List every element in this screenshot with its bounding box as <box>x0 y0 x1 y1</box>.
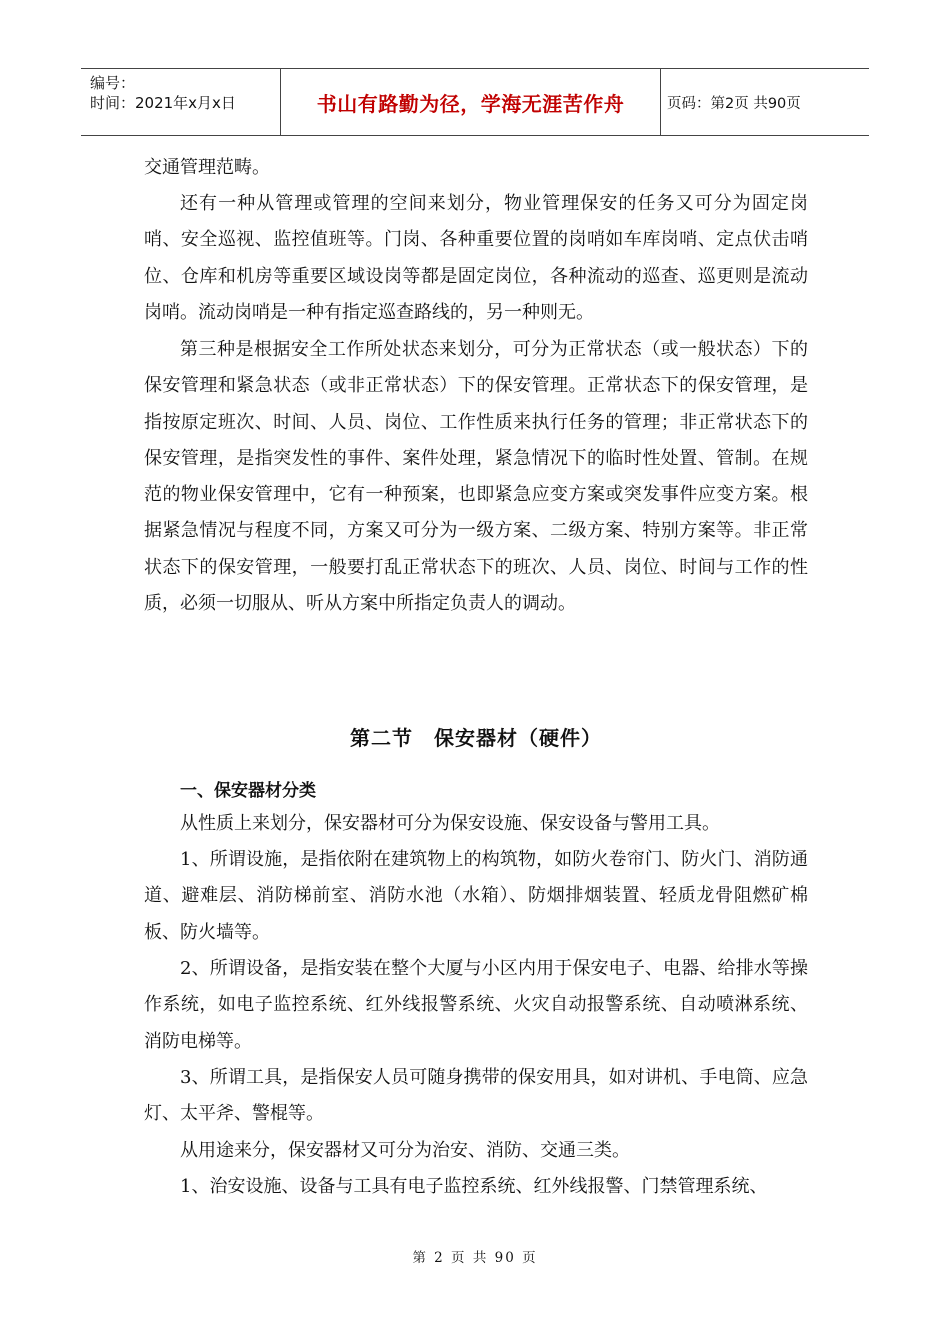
paragraph: 从用途来分，保安器材又可分为治安、消防、交通三类。 <box>180 1140 630 1161</box>
document-number: 编号： <box>90 74 136 92</box>
paragraph: 交通管理范畴。 <box>144 157 270 178</box>
header-page-info: 页码：第2页 共90页 <box>667 95 801 112</box>
section-title: 第二节 保安器材（硬件） <box>350 726 602 750</box>
subsection-title: 一、保安器材分类 <box>180 781 316 801</box>
header-meta-cell <box>81 69 281 135</box>
page-footer: 第 2 页 共 90 页 <box>412 1250 538 1266</box>
paragraph: 2、所谓设备，是指安装在整个大厦与小区内用于保安电子、电器、给排水等操作系统，如电子监控系统、红外线报警系统、火灾自动报警系统、自动喷淋系统、消防电梯等。 <box>144 958 808 1052</box>
header-motto: 书山有路勤为径，学海无涯苦作舟 <box>281 69 661 135</box>
paragraph: 第三种是根据安全工作所处状态来划分，可分为正常状态（或一般状态）下的保安管理和紧急状态（或非正常状态）下的保安管理。正常状态下的保安管理，是指按原定班次、时间、人员、岗位、工作性质来执行任务的管理；非正常状态下的保安管理，是指突发性的事件、案件处理，紧急情况下的临时性处置、管制。在规范的物业保安管理中，它有一种预案，也即紧急应变方案或突发事件应变方案。根据紧急情况与程度不同，方案又可分为一级方案、二级方案、特别方案等。非正常状态下的保安管理，一般要打乱正常状态下的班次、人员、岗位、时间与工作的性质，必须一切服从、听从方案中所指定负责人的调动。 <box>144 339 808 615</box>
paragraph: 1、所谓设施，是指依附在建筑物上的构筑物，如防火卷帘门、防火门、消防通道、避难层、消防梯前室、消防水池（水箱）、防烟排烟装置、轻质龙骨阻燃矿棉板、防火墙等。 <box>144 849 808 943</box>
paragraph: 3、所谓工具，是指保安人员可随身携带的保安用具，如对讲机、手电筒、应急灯、太平斧、警棍等。 <box>144 1067 808 1125</box>
paragraph: 从性质上来划分，保安器材可分为保安设施、保安设备与警用工具。 <box>180 813 720 834</box>
paragraph: 还有一种从管理或管理的空间来划分，物业管理保安的任务又可分为固定岗哨、安全巡视、监控值班等。门岗、各种重要位置的岗哨如车库岗哨、定点伏击哨位、仓库和机房等重要区域设岗等都是固定岗位，各种流动的巡查、巡更则是流动岗哨。流动岗哨是一种有指定巡查路线的，另一种则无。 <box>144 193 808 323</box>
paragraph: 1、治安设施、设备与工具有电子监控系统、红外线报警、门禁管理系统、 <box>180 1176 768 1197</box>
header-table <box>81 68 869 136</box>
document-date: 时间：2021年x月x日 <box>90 94 236 112</box>
